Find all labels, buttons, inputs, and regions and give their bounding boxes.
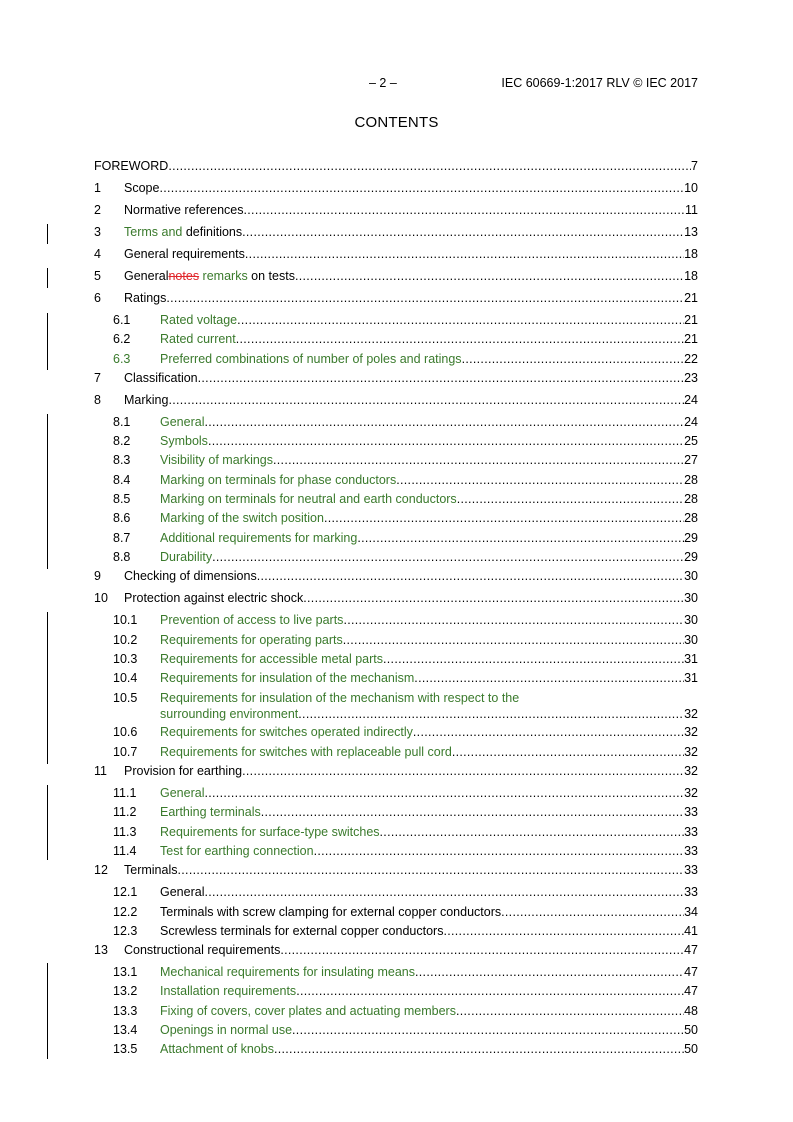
toc-entry-number: 12: [94, 863, 108, 877]
toc-entry-title: Additional requirements for marking: [160, 531, 358, 545]
deleted-text: notes: [168, 269, 200, 283]
document-reference: IEC 60669-1:2017 RLV © IEC 2017: [501, 76, 698, 90]
toc-entry-page: 48: [684, 1004, 698, 1018]
title-text: on tests: [247, 269, 295, 283]
toc-entry-number: 10.4: [113, 671, 138, 685]
toc-entry-title: Protection against electric shock: [124, 591, 304, 605]
toc-subentry[interactable]: [94, 964, 698, 981]
toc-entry-title: [124, 268, 295, 285]
dot-leader: [261, 804, 684, 821]
toc-entry-number: 13.2: [113, 984, 138, 998]
toc-entry[interactable]: [94, 268, 698, 285]
toc-entry-number: 13: [94, 943, 108, 957]
dot-leader: [413, 724, 684, 741]
title-text: General: [124, 269, 169, 283]
dot-leader: [257, 568, 684, 585]
dot-leader: [462, 351, 685, 368]
toc-subentry[interactable]: [94, 824, 698, 841]
toc-entry-number: 10.5: [113, 691, 138, 705]
dot-leader: [242, 763, 684, 780]
toc-entry-number: 6: [94, 291, 101, 305]
toc-subentry[interactable]: [94, 744, 698, 761]
toc-entry-page: 29: [684, 531, 698, 545]
dot-leader: [343, 632, 684, 649]
toc-entry-number: 10.7: [113, 745, 138, 759]
toc-entry-title: Test for earthing connection: [160, 844, 314, 858]
change-bar: [47, 612, 48, 764]
toc-entry-page: 24: [684, 393, 698, 407]
toc-entry-page: 29: [684, 550, 698, 564]
toc-entry-page: 33: [684, 844, 698, 858]
toc-entry[interactable]: [94, 392, 698, 409]
toc-entry-page: 11: [685, 203, 698, 217]
toc-entry-foreword[interactable]: [94, 158, 698, 175]
toc-entry-page: 24: [684, 415, 698, 429]
toc-entry-number: 1: [94, 181, 101, 195]
dot-leader: [204, 884, 684, 901]
toc-entry-number: 12.2: [113, 905, 138, 919]
toc-entry-title: Requirements for switches with replaceable pull cord: [160, 745, 452, 759]
dot-leader: [159, 180, 684, 197]
inserted-text: Terms and: [124, 225, 183, 239]
toc-subentry[interactable]: [94, 632, 698, 649]
dot-leader: [168, 392, 684, 409]
toc-entry[interactable]: [94, 290, 698, 307]
dot-leader: [383, 651, 684, 668]
toc-entry-number: 8.8: [113, 550, 131, 564]
toc-entry-title: Requirements for accessible metal parts: [160, 652, 384, 666]
toc-entry-title: Fixing of covers, cover plates and actuating members: [160, 1004, 456, 1018]
toc-entry-page: 30: [684, 633, 698, 647]
toc-entry-page: 33: [684, 885, 698, 899]
dot-leader: [236, 331, 684, 348]
toc-entry-title: Installation requirements: [160, 984, 297, 998]
dot-leader: [204, 785, 684, 802]
toc-entry-title: Terminals with screw clamping for external copper conductors: [160, 905, 502, 919]
toc-entry-page: 28: [684, 473, 698, 487]
toc-entry-title: Earthing terminals: [160, 805, 261, 819]
toc-entry-page: 21: [684, 313, 698, 327]
toc-subentry[interactable]: [94, 804, 698, 821]
toc-entry-number: 10.6: [113, 725, 138, 739]
toc-entry-title: Openings in normal use: [160, 1023, 293, 1037]
toc-subentry[interactable]: [94, 983, 698, 1000]
toc-entry-page: 23: [684, 371, 698, 385]
toc-subentry[interactable]: [94, 530, 698, 547]
toc-entry-title: Rated current: [160, 332, 236, 346]
toc-entry-title: Preferred combinations of number of poles and ratings: [160, 352, 462, 366]
dot-leader: [212, 549, 684, 566]
toc-entry-page: 27: [684, 453, 698, 467]
toc-entry-number: 10.1: [113, 613, 138, 627]
toc-entry-page: 30: [684, 613, 698, 627]
dot-leader: [380, 824, 685, 841]
toc-subentry[interactable]: [94, 691, 698, 723]
toc-subentry[interactable]: [94, 843, 698, 860]
title-text: definitions: [182, 225, 243, 239]
toc-entry-number: 12.1: [113, 885, 138, 899]
dot-leader: [245, 246, 684, 263]
toc-entry-title: General: [160, 415, 205, 429]
toc-subentry[interactable]: [94, 612, 698, 629]
toc-entry-title: FOREWORD: [94, 159, 169, 173]
dot-leader: [415, 964, 684, 981]
dot-leader: [208, 433, 684, 450]
toc-entry-number: 12.3: [113, 924, 138, 938]
toc-entry-title: Requirements for insulation of the mechanism: [160, 671, 415, 685]
dot-leader: [280, 942, 684, 959]
toc-entry-title: Marking: [124, 393, 169, 407]
toc-entry-page: 32: [684, 786, 698, 800]
toc-entry-number: 8.5: [113, 492, 131, 506]
toc-entry-number: 8.2: [113, 434, 131, 448]
dot-leader: [273, 452, 684, 469]
toc-entry-title: Visibility of markings: [160, 453, 274, 467]
dot-leader: [298, 706, 684, 723]
toc-entry-page: 25: [684, 434, 698, 448]
toc-entry-page: 32: [684, 745, 698, 759]
toc-entry-page: 21: [684, 291, 698, 305]
toc-entry-title: Provision for earthing: [124, 764, 243, 778]
dot-leader: [501, 904, 684, 921]
toc-entry-number: 8.1: [113, 415, 131, 429]
toc-entry-page: 32: [684, 764, 698, 778]
toc-entry-title: Mechanical requirements for insulating means: [160, 965, 415, 979]
toc-entry-number: 13.1: [113, 965, 138, 979]
toc-entry-title: Scope: [124, 181, 160, 195]
toc-entry[interactable]: [94, 763, 698, 780]
toc-subentry[interactable]: [94, 923, 698, 940]
dot-leader: [242, 224, 684, 241]
toc-entry-title: Normative references: [124, 203, 244, 217]
toc-subentry[interactable]: [94, 670, 698, 687]
change-bar: [47, 224, 48, 244]
toc-entry-title: Requirements for operating parts: [160, 633, 343, 647]
toc-entry-page: 50: [684, 1042, 698, 1056]
dot-leader: [414, 670, 684, 687]
dot-leader: [274, 1041, 684, 1058]
dot-leader: [168, 158, 691, 175]
dot-leader: [457, 491, 684, 508]
toc-entry[interactable]: [94, 370, 698, 387]
toc-entry-number: 6.3: [113, 352, 131, 366]
toc-subentry[interactable]: [94, 452, 698, 469]
dot-leader: [456, 1003, 684, 1020]
toc-entry-number: 13.5: [113, 1042, 138, 1056]
change-bar: [47, 268, 48, 288]
toc-entry-page: 31: [684, 671, 698, 685]
toc-entry[interactable]: [94, 224, 698, 241]
toc-subentry[interactable]: [94, 884, 698, 901]
toc-entry-title: Marking of the switch position: [160, 511, 324, 525]
dot-leader: [244, 202, 686, 219]
toc-entry-title: Prevention of access to live parts: [160, 613, 344, 627]
toc-entry-title: Checking of dimensions: [124, 569, 257, 583]
contents-title: CONTENTS: [354, 114, 439, 131]
toc-subentry[interactable]: [94, 549, 698, 566]
toc-entry-page: 28: [684, 511, 698, 525]
toc-subentry[interactable]: [94, 510, 698, 527]
toc-entry-page: 7: [691, 159, 698, 173]
toc-entry-number: 7: [94, 371, 101, 385]
toc-entry-page: 28: [684, 492, 698, 506]
dot-leader: [166, 290, 684, 307]
page-number: – 2 –: [369, 76, 397, 90]
toc-entry-number: 10.3: [113, 652, 138, 666]
toc-entry-title: General: [160, 786, 205, 800]
toc-entry-number: 8.3: [113, 453, 131, 467]
toc-subentry[interactable]: [94, 1022, 698, 1039]
toc-entry-page: 21: [684, 332, 698, 346]
dot-leader: [237, 312, 684, 329]
dot-leader: [178, 862, 685, 879]
dot-leader: [198, 370, 684, 387]
toc-entry-page: 32: [684, 707, 698, 721]
toc-entry-page: 10: [684, 181, 698, 195]
toc-entry-title: Symbols: [160, 434, 208, 448]
toc-entry-title: Requirements for switches operated indirectly: [160, 725, 413, 739]
toc-subentry[interactable]: [94, 724, 698, 741]
toc-subentry[interactable]: [94, 1003, 698, 1020]
change-bar: [47, 785, 48, 860]
toc-entry-page: 18: [684, 247, 698, 261]
inserted-text: remarks: [199, 269, 248, 283]
dot-leader: [443, 923, 684, 940]
toc-entry-page: 50: [684, 1023, 698, 1037]
toc-entry-title: Requirements for surface-type switches: [160, 825, 380, 839]
change-bar: [47, 414, 48, 569]
toc-entry-title: Attachment of knobs: [160, 1042, 274, 1056]
toc-entry-page: 47: [684, 943, 698, 957]
toc-entry-title: Screwless terminals for external copper conductors: [160, 924, 444, 938]
dot-leader: [452, 744, 684, 761]
toc-entry-number: 8.7: [113, 531, 131, 545]
toc-subentry[interactable]: [94, 331, 698, 348]
toc-subentry[interactable]: [94, 491, 698, 508]
toc-entry-number: 6.1: [113, 313, 131, 327]
toc-entry-page: 33: [684, 805, 698, 819]
toc-entry-title: surrounding environment: [160, 707, 299, 721]
dot-leader: [396, 472, 684, 489]
dot-leader: [296, 983, 684, 1000]
toc-subentry[interactable]: [94, 433, 698, 450]
toc-entry-number: 3: [94, 225, 101, 239]
toc-entry-page: 32: [684, 725, 698, 739]
toc-entry-page: 33: [684, 825, 698, 839]
toc-subentry[interactable]: [94, 414, 698, 431]
toc-entry-title: Marking on terminals for phase conductors: [160, 473, 397, 487]
toc-subentry[interactable]: [94, 651, 698, 668]
toc-entry-title: Terminals: [124, 863, 178, 877]
toc-subentry[interactable]: [94, 312, 698, 329]
toc-entry-number: 8.6: [113, 511, 131, 525]
change-bar: [47, 963, 48, 1059]
toc-entry-title: Classification: [124, 371, 198, 385]
toc-entry-title: Durability: [160, 550, 213, 564]
toc-entry-page: 47: [684, 984, 698, 998]
toc-subentry[interactable]: [94, 472, 698, 489]
toc-entry-number: 13.3: [113, 1004, 138, 1018]
toc-entry[interactable]: [94, 246, 698, 263]
toc-entry-page: 30: [684, 569, 698, 583]
toc-entry-number: 10: [94, 591, 108, 605]
toc-entry-number: 8: [94, 393, 101, 407]
toc-entry-page: 47: [684, 965, 698, 979]
toc-entry-page: 13: [684, 225, 698, 239]
toc-entry-page: 41: [684, 924, 698, 938]
dot-leader: [324, 510, 684, 527]
toc-entry-page: 31: [684, 652, 698, 666]
toc-entry[interactable]: [94, 180, 698, 197]
dot-leader: [343, 612, 684, 629]
toc-subentry[interactable]: [94, 785, 698, 802]
toc-entry-number: 10.2: [113, 633, 138, 647]
change-bar: [47, 313, 48, 370]
toc-entry-number: 8.4: [113, 473, 131, 487]
dot-leader: [314, 843, 685, 860]
dot-leader: [303, 590, 684, 607]
toc-entry-title: General: [160, 885, 205, 899]
toc-entry-page: 22: [684, 352, 698, 366]
toc-entry-title: Constructional requirements: [124, 943, 281, 957]
dot-leader: [292, 1022, 684, 1039]
toc-entry[interactable]: [94, 202, 698, 219]
toc-entry-page: 18: [684, 269, 698, 283]
toc-subentry[interactable]: [94, 1041, 698, 1058]
toc-entry-number: 2: [94, 203, 101, 217]
toc-entry-number: 11.4: [113, 844, 137, 858]
toc-entry-number: 9: [94, 569, 101, 583]
dot-leader: [357, 530, 684, 547]
toc-entry-title: [124, 224, 242, 241]
dot-leader: [295, 268, 684, 285]
toc-entry-title: General requirements: [124, 247, 245, 261]
toc-entry-title: Ratings: [124, 291, 167, 305]
toc-entry[interactable]: [94, 942, 698, 959]
toc-entry-number: 4: [94, 247, 101, 261]
toc-entry-page: 34: [684, 905, 698, 919]
toc-entry-title: Rated voltage: [160, 313, 238, 327]
toc-entry[interactable]: [94, 568, 698, 585]
toc-subentry[interactable]: [94, 904, 698, 921]
toc-entry-number: 11.3: [113, 825, 137, 839]
toc-entry-number: 6.2: [113, 332, 131, 346]
toc-entry-title: Marking on terminals for neutral and earth conductors: [160, 492, 457, 506]
toc-entry-number: 13.4: [113, 1023, 138, 1037]
toc-entry-page: 33: [684, 863, 698, 877]
toc-entry[interactable]: [94, 862, 698, 879]
toc-entry-title-line1: Requirements for insulation of the mechanism with respect to the: [160, 691, 520, 705]
dot-leader: [204, 414, 684, 431]
toc-subentry[interactable]: [94, 351, 698, 368]
toc-entry-number: 11: [94, 764, 107, 778]
toc-entry-number: 5: [94, 269, 101, 283]
toc-entry-page: 30: [684, 591, 698, 605]
toc-entry[interactable]: [94, 590, 698, 607]
toc-entry-number: 11.2: [113, 805, 137, 819]
toc-entry-number: 11.1: [113, 786, 137, 800]
